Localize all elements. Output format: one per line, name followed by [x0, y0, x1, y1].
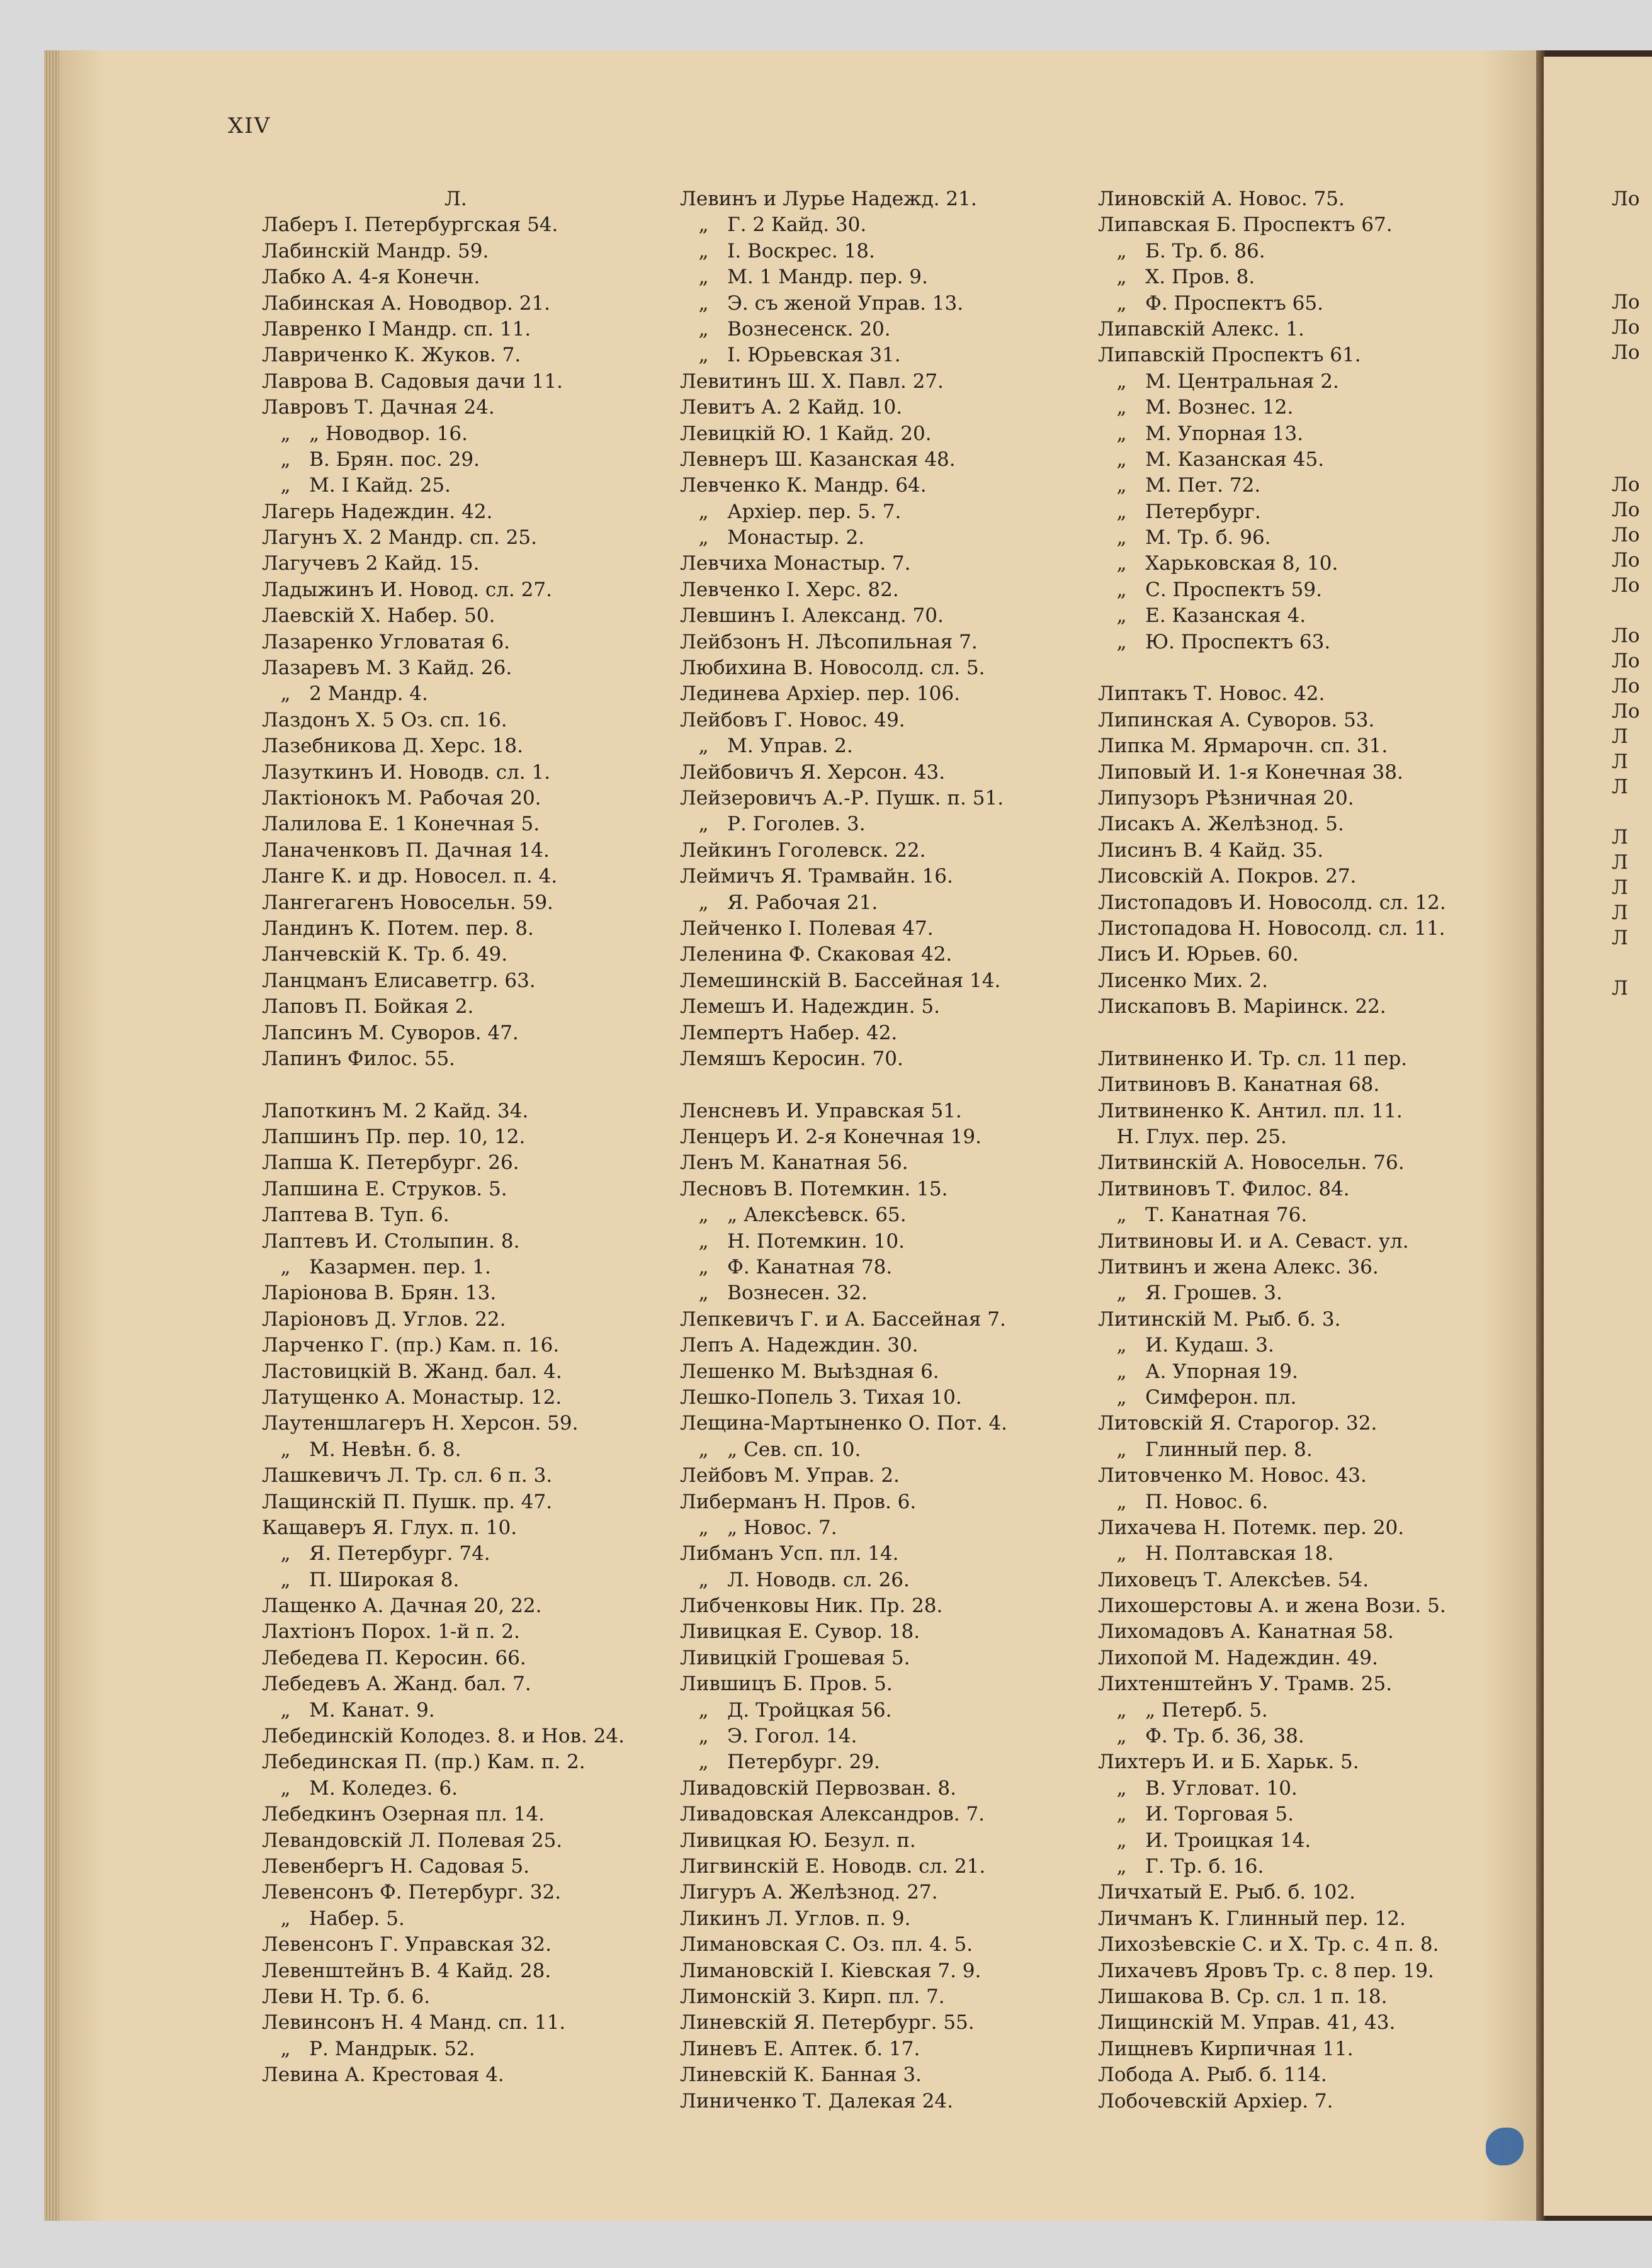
directory-entry: Леймичъ Я. Трамвайн. 16. [680, 865, 953, 888]
directory-entry: „ Р. Мандрык. 52. [262, 2037, 475, 2060]
directory-entry: „ Н. Полтавская 18. [1098, 1542, 1334, 1566]
directory-entry: „ Симферон. пл. [1098, 1385, 1297, 1409]
directory-entry: „ М. Вознес. 12. [1098, 396, 1294, 419]
directory-entry: Лисъ И. Юрьев. 60. [1098, 943, 1299, 966]
directory-entry: Линовскій А. Новос. 75. [1098, 188, 1345, 210]
directory-entry: Лаптева В. Туп. 6. [262, 1204, 450, 1227]
directory-entry: „ Т. Канатная 76. [1098, 1204, 1308, 1227]
directory-entry: „ Вознесенск. 20. [680, 317, 891, 341]
directory-entry: Лащинскій П. Пушк. пр. 47. [262, 1490, 553, 1513]
directory-entry: „ Харьковская 8, 10. [1098, 552, 1338, 575]
directory-column-3 [1098, 186, 1532, 2114]
directory-entry [680, 1072, 1070, 1098]
directory-entry: Лейбовичъ Я. Херсон. 43. [680, 760, 946, 784]
directory-entry: Левицкій Ю. 1 Кайд. 20. [680, 422, 932, 445]
directory-entry: Левитъ А. 2 Кайд. 10. [680, 396, 903, 419]
directory-entry: „ М. І Кайд. 25. [262, 474, 451, 497]
directory-entry: Лебедевъ А. Жанд. бал. 7. [262, 1673, 531, 1696]
next-page-fragment: Ло [1612, 188, 1640, 210]
directory-entry: Липовый И. 1-я Конечная 38. [1098, 760, 1403, 784]
directory-entry: Литинскій М. Рыб. б. 3. [1098, 1307, 1341, 1331]
directory-entry: Лешко-Попель З. Тихая 10. [680, 1385, 962, 1409]
directory-entry: „ Монастыр. 2. [680, 526, 865, 550]
next-page-fragment: Ло [1612, 499, 1640, 521]
directory-entry: Лапшинъ Пр. пер. 10, 12. [262, 1126, 526, 1149]
directory-entry: Лапша К. Петербург. 26. [262, 1151, 519, 1175]
directory-entry: Лепкевичъ Г. и А. Бассейная 7. [680, 1307, 1006, 1331]
directory-entry: „ Ф. Тр. б. 36, 38. [1098, 1725, 1304, 1748]
ink-stain [1486, 2128, 1524, 2165]
directory-entry: Левинъ и Лурье Надежд. 21. [680, 188, 977, 210]
directory-entry: Лигвинскій Е. Новодв. сл. 21. [680, 1855, 986, 1878]
directory-entry: Лобочевскій Архіер. 7. [1098, 2089, 1333, 2113]
directory-entry: „ Казармен. пер. 1. [262, 1256, 491, 1279]
directory-entry: Лищневъ Кирпичная 11. [1098, 2037, 1354, 2060]
next-page-fragment: Л [1612, 826, 1628, 849]
directory-entry: „ Е. Казанская 4. [1098, 604, 1306, 628]
directory-entry: „ І. Воскрес. 18. [680, 239, 875, 262]
directory-entry: Лейченко І. Полевая 47. [680, 917, 934, 940]
directory-entry: Лискаповъ В. Маріинск. 22. [1098, 995, 1386, 1018]
directory-entry: Лаевскій Х. Набер. 50. [262, 604, 495, 628]
directory-entry: Листопадовъ И. Новосолд. сл. 12. [1098, 891, 1446, 914]
directory-entry: Н. Глух. пер. 25. [1098, 1126, 1287, 1149]
directory-entry: „ М. Тр. б. 96. [1098, 526, 1271, 550]
directory-entry: Лебедкинъ Озерная пл. 14. [262, 1803, 545, 1826]
directory-entry: Лимановская С. Оз. пл. 4. 5. [680, 1933, 973, 1956]
directory-entry [1098, 1020, 1532, 1046]
directory-entry: Ленъ М. Канатная 56. [680, 1151, 908, 1175]
directory-entry: Либманъ Усп. пл. 14. [680, 1542, 899, 1566]
directory-entry: Лихошерстовы А. и жена Вози. 5. [1098, 1594, 1446, 1618]
directory-entry: Ларіонова В. Брян. 13. [262, 1282, 497, 1305]
directory-entry: „ Набер. 5. [262, 1907, 405, 1930]
directory-entry: „ М. Пет. 72. [1098, 474, 1261, 497]
directory-entry: Леленина Ф. Скаковая 42. [680, 943, 953, 966]
directory-entry: Ландинъ К. Потем. пер. 8. [262, 917, 534, 940]
directory-entry: „ П. Широкая 8. [262, 1568, 460, 1591]
directory-entry: Липка М. Ярмарочн. сп. 31. [1098, 735, 1388, 758]
directory-entry: Лапинъ Филос. 55. [262, 1047, 456, 1070]
directory-entry: Лейкинъ Гоголевск. 22. [680, 838, 926, 862]
directory-entry: „ Петербург. 29. [680, 1751, 880, 1774]
directory-entry: Литвинъ и жена Алекс. 36. [1098, 1256, 1379, 1279]
directory-entry: Лангегагенъ Новосельн. 59. [262, 891, 553, 914]
directory-entry: Личманъ К. Глинный пер. 12. [1098, 1907, 1406, 1930]
next-page-fragment: Л [1612, 851, 1628, 874]
directory-entry: Лазаренко Угловатая 6. [262, 630, 511, 653]
directory-entry: Левчиха Монастыр. 7. [680, 552, 911, 575]
directory-entry: Линевскій Я. Петербург. 55. [680, 2011, 975, 2034]
directory-entry: Лавренко І Мандр. сп. 11. [262, 317, 531, 341]
directory-entry: Левенбергъ Н. Садовая 5. [262, 1855, 529, 1878]
directory-entry: Лаберъ І. Петербургская 54. [262, 213, 558, 237]
directory-entry: Линиченко Т. Далекая 24. [680, 2089, 953, 2113]
directory-entry: Лихтенштейнъ У. Трамв. 25. [1098, 1673, 1393, 1696]
next-page-fragment: Л [1612, 776, 1628, 798]
directory-entry: Литвиненко К. Антил. пл. 11. [1098, 1099, 1403, 1122]
directory-entry: Ладыжинъ И. Новод. сл. 27. [262, 578, 552, 601]
directory-entry: „ Л. Новодв. сл. 26. [680, 1568, 910, 1591]
directory-entry: „ М. Коледез. 6. [262, 1776, 458, 1800]
directory-entry: Лабинская А. Новодвор. 21. [262, 291, 551, 315]
directory-entry: Лихозѣевскіе С. и Х. Тр. с. 4 п. 8. [1098, 1933, 1439, 1956]
directory-entry: Лихачевъ Яровъ Тр. с. 8 пер. 19. [1098, 1959, 1434, 1982]
directory-entry: Ливицкая Ю. Безул. п. [680, 1829, 916, 1852]
directory-column-1 [262, 186, 665, 2089]
directory-entry: Липавская Б. Проспектъ 67. [1098, 213, 1393, 237]
directory-entry: Латущенко А. Монастыр. 12. [262, 1385, 562, 1409]
directory-entry: „ Ф. Канатная 78. [680, 1256, 893, 1279]
directory-entry: Лавровъ Т. Дачная 24. [262, 396, 495, 419]
directory-entry: Липавскій Проспектъ 61. [1098, 344, 1361, 367]
directory-entry: Ланаченковъ П. Дачная 14. [262, 838, 550, 862]
directory-entry: „ Я. Рабочая 21. [680, 891, 878, 914]
directory-entry: Либченковы Ник. Пр. 28. [680, 1594, 943, 1618]
directory-entry: Леви Н. Тр. б. 6. [262, 1985, 431, 2008]
directory-entry: Лишакова В. Ср. сл. 1 п. 18. [1098, 1985, 1388, 2008]
directory-entry: „ Я. Грошев. 3. [1098, 1282, 1282, 1305]
directory-entry: „ С. Проспектъ 59. [1098, 578, 1322, 601]
directory-entry: Лашкевичъ Л. Тр. сл. 6 п. 3. [262, 1464, 553, 1487]
next-page-fragment: Ло [1612, 624, 1640, 647]
directory-entry: Липинская А. Суворов. 53. [1098, 708, 1375, 731]
directory-entry: Лабинскій Мандр. 59. [262, 239, 489, 262]
directory-entry: Лаутеншлагеръ Н. Херсон. 59. [262, 1412, 579, 1435]
directory-entry: Лаврова В. Садовыя дачи 11. [262, 370, 563, 393]
directory-entry: „ Р. Гоголев. 3. [680, 813, 866, 836]
directory-entry: „ А. Упорная 19. [1098, 1360, 1298, 1383]
directory-entry: Лазебникова Д. Херс. 18. [262, 735, 523, 758]
directory-entry: „ І. Юрьевская 31. [680, 344, 901, 367]
directory-entry: „ Э. съ женой Управ. 13. [680, 291, 964, 315]
directory-entry: Лащенко А. Дачная 20, 22. [262, 1594, 542, 1618]
directory-entry: „ Г. Тр. б. 16. [1098, 1855, 1264, 1878]
next-page-fragment: Л [1612, 876, 1628, 899]
page-number: XIV [228, 113, 271, 138]
directory-entry: „ М. Невѣн. б. 8. [262, 1438, 461, 1461]
directory-entry: „ „ Сев. сп. 10. [680, 1438, 861, 1461]
next-page-fragment: Ло [1612, 650, 1640, 672]
directory-entry: „ „ Петерб. 5. [1098, 1698, 1268, 1722]
directory-entry: Кащаверъ Я. Глух. п. 10. [262, 1516, 518, 1539]
directory-entry: Литвиновы И. и А. Севаст. ул. [1098, 1229, 1409, 1253]
directory-entry: Ленцеръ И. 2-я Конечная 19. [680, 1126, 982, 1149]
directory-entry [262, 1072, 665, 1098]
directory-entry: Ларченко Г. (пр.) Кам. п. 16. [262, 1334, 560, 1357]
directory-entry: Лещина-Мартыненко О. Пот. 4. [680, 1412, 1008, 1435]
directory-entry: Ликинъ Л. Углов. п. 9. [680, 1907, 911, 1930]
directory-entry: „ Д. Тройцкая 56. [680, 1698, 892, 1722]
directory-entry: Лагучевъ 2 Кайд. 15. [262, 552, 480, 575]
next-page-fragment: Ло [1612, 700, 1640, 723]
directory-entry: Ланцманъ Елисаветгр. 63. [262, 969, 536, 992]
directory-entry: „ М. Казанская 45. [1098, 448, 1325, 471]
directory-entry: „ В. Угловат. 10. [1098, 1776, 1298, 1800]
directory-entry: Листопадова Н. Новосолд. сл. 11. [1098, 917, 1445, 940]
directory-entry: „ М. Упорная 13. [1098, 422, 1304, 445]
next-page-fragment: Ло [1612, 549, 1640, 572]
directory-entry: Лейбовъ Г. Новос. 49. [680, 708, 905, 731]
directory-entry: Лищинскій М. Управ. 41, 43. [1098, 2011, 1396, 2034]
next-page-fragment: Л [1612, 725, 1628, 748]
directory-entry: Линевъ Е. Аптек. б. 17. [680, 2037, 920, 2060]
directory-entry: Лисакъ А. Желѣзнод. 5. [1098, 813, 1344, 836]
directory-entry: Левина А. Крестовая 4. [262, 2063, 504, 2087]
directory-entry: Левшинъ І. Александ. 70. [680, 604, 944, 628]
next-page-edge [1544, 57, 1652, 2216]
next-page-fragment: Ло [1612, 574, 1640, 597]
directory-entry: Лебединская П. (пр.) Кам. п. 2. [262, 1751, 586, 1774]
directory-entry: Левитинъ Ш. Х. Павл. 27. [680, 370, 944, 393]
next-page-fragment: Л [1612, 927, 1628, 949]
directory-entry: Левандовскій Л. Полевая 25. [262, 1829, 563, 1852]
directory-entry: Лапоткинъ М. 2 Кайд. 34. [262, 1099, 529, 1122]
next-page-fragment: Ло [1612, 675, 1640, 697]
directory-entry: Липтакъ Т. Новос. 42. [1098, 682, 1325, 706]
directory-entry: Л. [444, 188, 467, 210]
directory-entry: Лисенко Мих. 2. [1098, 969, 1268, 992]
directory-entry: Ленсневъ И. Управская 51. [680, 1099, 962, 1122]
next-page-fragment: Ло [1612, 473, 1640, 496]
directory-entry: Левенштейнъ В. 4 Кайд. 28. [262, 1959, 552, 1982]
directory-entry: Ланчевскій К. Тр. б. 49. [262, 943, 508, 966]
directory-entry: Лазуткинъ И. Новодв. сл. 1. [262, 760, 551, 784]
directory-entry: Лактіонокъ М. Рабочая 20. [262, 786, 541, 810]
directory-entry: Литвиновъ Т. Филос. 84. [1098, 1177, 1350, 1200]
directory-entry: Лесновъ В. Потемкин. 15. [680, 1177, 948, 1200]
directory-entry: Липавскій Алекс. 1. [1098, 317, 1304, 341]
directory-entry: Лисовскій А. Покров. 27. [1098, 865, 1357, 888]
directory-entry: „ В. Брян. пос. 29. [262, 448, 480, 471]
directory-entry: Литовскій Я. Старогор. 32. [1098, 1412, 1378, 1435]
directory-entry: Лившицъ Б. Пров. 5. [680, 1673, 893, 1696]
next-page-fragment: Л [1612, 750, 1628, 773]
directory-entry: Литвинскій А. Новосельн. 76. [1098, 1151, 1405, 1175]
directory-entry: Любихина В. Новосолд. сл. 5. [680, 657, 985, 680]
directory-entry: Литвиненко И. Тр. сл. 11 пер. [1098, 1047, 1408, 1070]
directory-entry: Лапшина Е. Струков. 5. [262, 1177, 507, 1200]
directory-entry: Лешенко М. Выѣздная 6. [680, 1360, 939, 1383]
directory-entry: Ливадовская Александров. 7. [680, 1803, 985, 1826]
directory-entry: „ И. Троицкая 14. [1098, 1829, 1311, 1852]
directory-entry: „ 2 Мандр. 4. [262, 682, 428, 706]
directory-entry: „ Архіер. пер. 5. 7. [680, 500, 902, 523]
directory-entry: „ М. Канат. 9. [262, 1698, 435, 1722]
directory-entry: „ „ Новос. 7. [680, 1516, 837, 1539]
directory-entry: Лобода А. Рыб. б. 114. [1098, 2063, 1327, 2087]
directory-entry: Липузоръ Рѣзничная 20. [1098, 786, 1354, 810]
directory-entry: „ Вознесен. 32. [680, 1282, 868, 1305]
directory-entry: „ И. Торговая 5. [1098, 1803, 1294, 1826]
directory-entry: Ливицкая Е. Сувор. 18. [680, 1620, 920, 1644]
directory-entry: Ланге К. и др. Новосел. п. 4. [262, 865, 558, 888]
directory-entry: „ Х. Пров. 8. [1098, 266, 1255, 289]
directory-entry: Лемяшъ Керосин. 70. [680, 1047, 903, 1070]
directory-entry: „ Ю. Проспектъ 63. [1098, 630, 1331, 653]
directory-entry: Лахтіонъ Порох. 1-й п. 2. [262, 1620, 520, 1644]
directory-entry: Лейбзонъ Н. Лѣсопильная 7. [680, 630, 978, 653]
directory-entry: Левенсонъ Г. Управская 32. [262, 1933, 552, 1956]
directory-entry: „ Э. Гогол. 14. [680, 1725, 857, 1748]
directory-entry: „ Б. Тр. б. 86. [1098, 239, 1265, 262]
directory-entry: „ „ Новодвор. 16. [262, 422, 468, 445]
directory-entry: Лаздонъ Х. 5 Оз. сп. 16. [262, 708, 507, 731]
directory-entry: Лиховецъ Т. Алексѣев. 54. [1098, 1568, 1369, 1591]
directory-entry: „ И. Кудаш. 3. [1098, 1334, 1274, 1357]
directory-entry: Либерманъ Н. Пров. 6. [680, 1490, 917, 1513]
directory-entry: Лемешъ И. Надеждин. 5. [680, 995, 940, 1018]
directory-entry: Лалилова Е. 1 Конечная 5. [262, 813, 540, 836]
directory-entry: Лебединскій Колодез. 8. и Нов. 24. [262, 1725, 625, 1748]
directory-entry: Лемешинскій В. Бассейная 14. [680, 969, 1001, 992]
directory-entry: Левенсонъ Ф. Петербург. 32. [262, 1881, 562, 1904]
directory-entry: „ М. Управ. 2. [680, 735, 853, 758]
directory-entry: Лагунъ Х. 2 Мандр. сп. 25. [262, 526, 537, 550]
directory-entry: Левченко І. Херс. 82. [680, 578, 899, 601]
directory-entry: Литовченко М. Новос. 43. [1098, 1464, 1367, 1487]
directory-entry: „ Петербург. [1098, 500, 1261, 523]
directory-entry: Лихтеръ И. и Б. Харьк. 5. [1098, 1751, 1359, 1774]
directory-entry: Лагерь Надеждин. 42. [262, 500, 493, 523]
directory-entry: Личхатый Е. Рыб. б. 102. [1098, 1881, 1355, 1904]
directory-entry: Лихомадовъ А. Канатная 58. [1098, 1620, 1394, 1644]
directory-entry: „ Ф. Проспектъ 65. [1098, 291, 1323, 315]
directory-entry: Лапсинъ М. Суворов. 47. [262, 1021, 519, 1044]
directory-entry: Лабко А. 4-я Конечн. [262, 266, 480, 289]
directory-entry: Лепъ А. Надеждин. 30. [680, 1334, 919, 1357]
directory-entry: Лейбовъ М. Управ. 2. [680, 1464, 900, 1487]
directory-entry: Ливадовскій Первозван. 8. [680, 1776, 956, 1800]
directory-entry: Линевскій К. Банная 3. [680, 2063, 922, 2087]
directory-entry: „ Я. Петербург. 74. [262, 1542, 490, 1566]
directory-entry: Ливицкій Грошевая 5. [680, 1646, 910, 1669]
directory-entry: Лавриченко К. Жуков. 7. [262, 344, 521, 367]
next-page-fragment: Ло [1612, 341, 1640, 364]
directory-entry: Лебедева П. Керосин. 66. [262, 1646, 526, 1669]
directory-entry: Лаптевъ И. Столыпин. 8. [262, 1229, 520, 1253]
directory-entry: Лихопой М. Надеждин. 49. [1098, 1646, 1378, 1669]
directory-entry: Лейзеровичъ А.-Р. Пушк. п. 51. [680, 786, 1004, 810]
directory-entry: Левнеръ Ш. Казанская 48. [680, 448, 956, 471]
directory-entry: Лемпертъ Набер. 42. [680, 1021, 898, 1044]
directory-entry: „ Г. 2 Кайд. 30. [680, 213, 867, 237]
directory-column-2 [680, 186, 1070, 2114]
directory-entry: Лединева Архіер. пер. 106. [680, 682, 960, 706]
directory-entry: Лазаревъ М. 3 Кайд. 26. [262, 657, 512, 680]
next-page-fragment: Ло [1612, 291, 1640, 313]
directory-entry: „ М. 1 Мандр. пер. 9. [680, 266, 928, 289]
directory-entry: „ „ Алексѣевск. 65. [680, 1204, 907, 1227]
directory-entry: Лаповъ П. Бойкая 2. [262, 995, 474, 1018]
directory-entry: „ М. Центральная 2. [1098, 370, 1339, 393]
directory-entry [1098, 655, 1532, 681]
next-page-fragment: Ло [1612, 524, 1640, 546]
directory-entry: Ларіоновъ Д. Углов. 22. [262, 1307, 506, 1331]
directory-entry: Левченко К. Мандр. 64. [680, 474, 927, 497]
directory-entry: „ Н. Потемкин. 10. [680, 1229, 905, 1253]
directory-entry: Ластовицкій В. Жанд. бал. 4. [262, 1360, 562, 1383]
directory-entry: Лисинъ В. 4 Кайд. 35. [1098, 838, 1324, 862]
next-page-fragment: Л [1612, 901, 1628, 924]
directory-entry: „ Глинный пер. 8. [1098, 1438, 1313, 1461]
directory-entry: Лихачева Н. Потемк. пер. 20. [1098, 1516, 1405, 1539]
directory-entry: Лимановскій І. Кіевская 7. 9. [680, 1959, 982, 1982]
directory-entry: Лимонскій З. Кирп. пл. 7. [680, 1985, 945, 2008]
next-page-fragment: Л [1612, 977, 1628, 1000]
directory-entry: Левинсонъ Н. 4 Манд. сп. 11. [262, 2011, 566, 2034]
directory-entry: Лигуръ А. Желѣзнод. 27. [680, 1881, 938, 1904]
directory-entry: Литвиновъ В. Канатная 68. [1098, 1073, 1380, 1097]
next-page-fragment: Ло [1612, 316, 1640, 339]
directory-entry: „ П. Новос. 6. [1098, 1490, 1269, 1513]
